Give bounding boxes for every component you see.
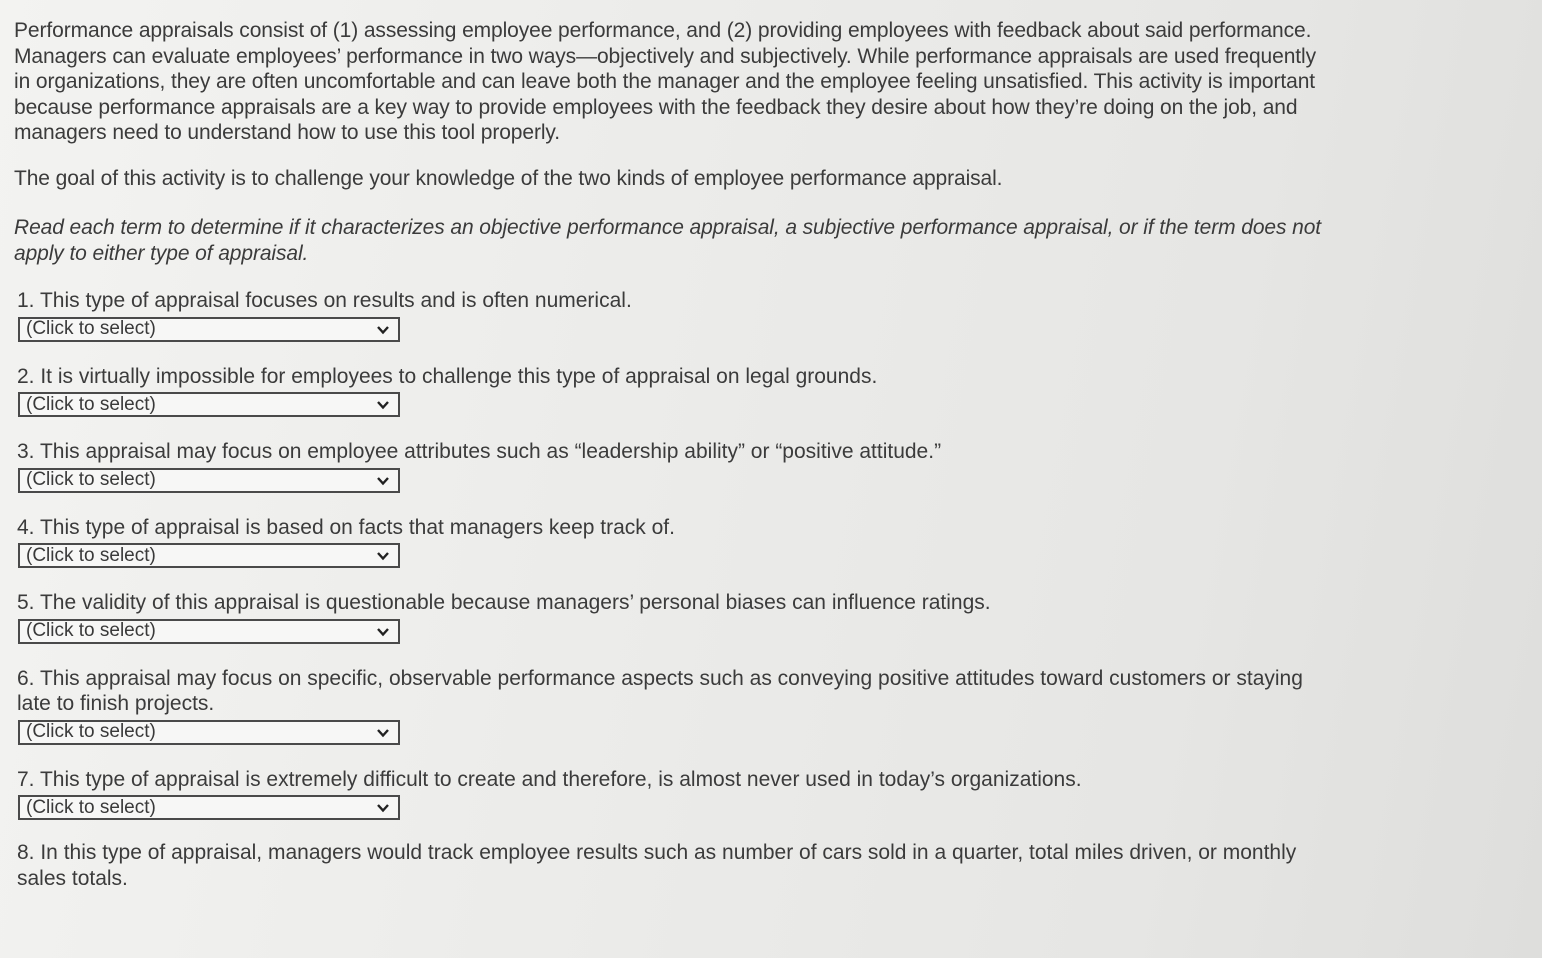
answer-dropdown-4[interactable] [18, 543, 400, 568]
question-8 [14, 840, 1334, 891]
dropdown-value: (Click to select) [26, 318, 156, 339]
question-4 [14, 515, 1334, 569]
question-text: 5. The validity of this appraisal is questionable because managers’ personal biases can influence ratings. [17, 591, 991, 614]
dropdown-value: (Click to select) [26, 469, 156, 490]
chevron-down-icon [376, 474, 390, 488]
goal-paragraph: The goal of this activity is to challenge your knowledge of the two kinds of employee performance appraisal. [14, 166, 1003, 190]
answer-dropdown-7[interactable] [18, 795, 400, 820]
dropdown-value: (Click to select) [26, 796, 156, 818]
question-text: 1. This type of appraisal focuses on results and is often numerical. [17, 289, 632, 312]
chevron-down-icon [376, 726, 390, 740]
instructions-paragraph: Read each term to determine if it characterizes an objective performance appraisal, a subjective performance appraisal, or if the term does not apply to either type of appraisal. [14, 216, 1322, 265]
answer-dropdown-6[interactable] [18, 720, 400, 745]
intro-paragraph: Performance appraisals consist of (1) assessing employee performance, and (2) providing employees with feedback about said performance. Managers can evaluate employees’ performance in two ways—objectively and subjectively. While performance appraisals are used frequently in organizations, they are often uncomfortable and can leave both the manager and the employee feeling unsatisfied. This activity is important because performance appraisals are a key way to provide employees with the feedback they desire about how they’re doing on the job, and managers need to understand how to use this tool properly. [14, 19, 1316, 144]
question-7 [14, 767, 1334, 821]
chevron-down-icon [376, 549, 390, 563]
dropdown-value: (Click to select) [26, 721, 156, 742]
question-text: 4. This type of appraisal is based on facts that managers keep track of. [17, 515, 675, 539]
dropdown-value: (Click to select) [26, 544, 156, 566]
question-text: 8. In this type of appraisal, managers would track employee results such as number of cars sold in a quarter, total miles driven, or monthly sales totals. [17, 841, 1297, 890]
dropdown-value: (Click to select) [26, 620, 156, 641]
chevron-down-icon [376, 625, 390, 639]
answer-dropdown-3[interactable] [18, 468, 400, 493]
dropdown-value: (Click to select) [26, 393, 156, 415]
question-text: 2. It is virtually impossible for employees to challenge this type of appraisal on legal grounds. [17, 364, 878, 388]
question-6 [14, 666, 1334, 745]
answer-dropdown-1[interactable] [18, 317, 400, 342]
answer-dropdown-2[interactable] [18, 392, 400, 417]
chevron-down-icon [376, 801, 390, 815]
question-5 [14, 590, 1334, 644]
question-3 [14, 439, 1334, 493]
question-2 [14, 364, 1334, 418]
question-text: 7. This type of appraisal is extremely difficult to create and therefore, is almost never used in today’s organizations. [17, 767, 1082, 791]
answer-dropdown-5[interactable] [18, 619, 400, 644]
question-text: 3. This appraisal may focus on employee attributes such as “leadership ability” or “positive attitude.” [17, 440, 942, 463]
chevron-down-icon [376, 398, 390, 412]
chevron-down-icon [376, 323, 390, 337]
question-text: 6. This appraisal may focus on specific, observable performance aspects such as conveying positive attitudes toward customers or staying late to finish projects. [17, 666, 1303, 715]
question-1 [14, 288, 1334, 342]
